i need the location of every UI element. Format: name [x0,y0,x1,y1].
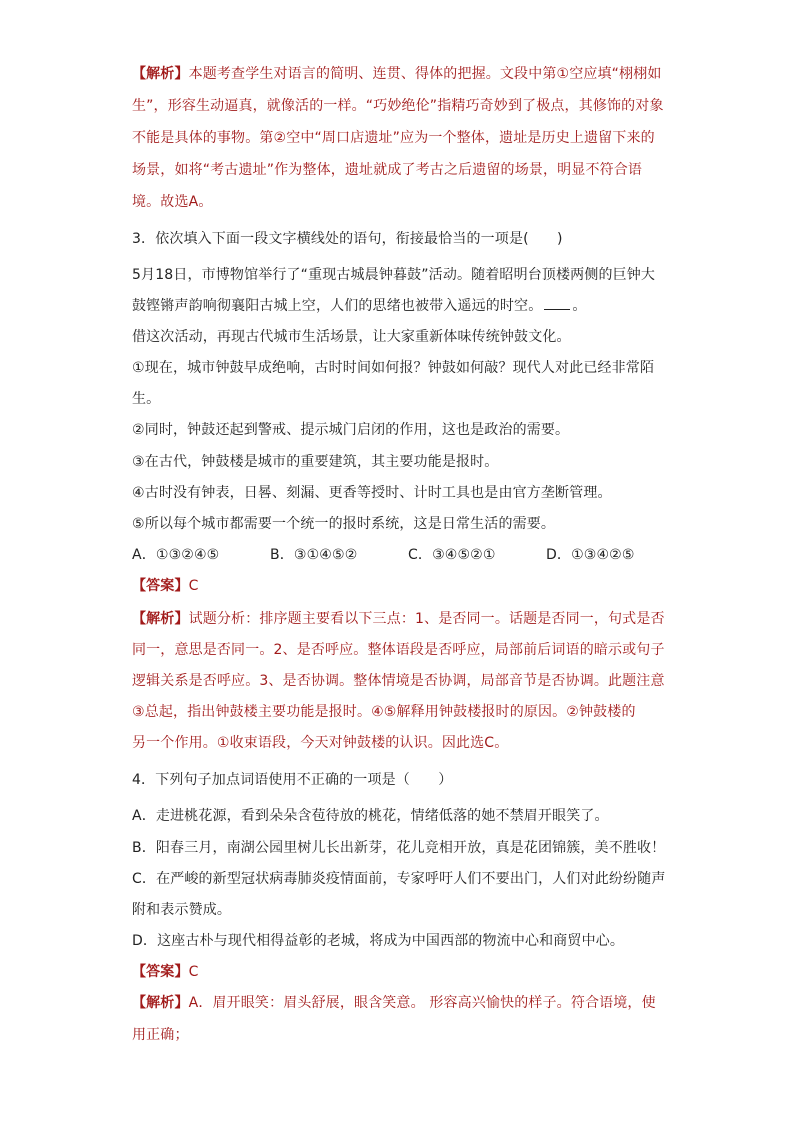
text-line [132,96,672,116]
text-line [132,389,672,409]
line-text: 试题分析：排序题主要看以下三点：1、是否同一。话题是否同一，句式是否 [188,611,665,627]
line-text: 逻辑关系是否呼应。3、是否协调。整体情境是否协调，局部音节是否协调。此题注意 [132,673,665,689]
line-text: C [188,964,199,980]
text-line [132,327,672,347]
text-line [132,900,672,920]
answer-value: C [188,578,199,594]
answer-tag: 【答案】 [132,578,189,594]
text-line [132,265,672,285]
section-tag: 【解析】 [132,995,189,1011]
line-text: 生”，形容生动逼真，就像活的一样。“巧妙绝伦”指精巧奇妙到了极点，其修饰的对象 [132,98,664,114]
option-item: A．①③②④⑤ [132,547,220,563]
text-line [132,770,672,790]
text-line [132,962,672,982]
text-line [132,420,672,440]
line-text: ②同时，钟鼓还起到警戒、提示城门启闭的作用，这也是政治的需要。 [132,422,570,438]
line-text: 鼓铿锵声韵响彻襄阳古城上空，人们的思绪也被带入遥远的时空。 [132,298,543,314]
text-line [132,806,672,826]
text-line [132,160,672,180]
text-line [132,931,672,951]
section-tag: 【答案】 [132,964,189,980]
answer-line [132,576,672,596]
text-line [132,640,672,660]
text-line [132,358,672,378]
line-text: 场景，如将“考古遗址”作为整体，遗址就成了考古之后遗留的场景，明显不符合语 [132,162,643,178]
option-item: B．③①④⑤② [270,547,358,563]
text-line [132,869,672,889]
text-line [132,702,672,722]
option-item: D．①③④②⑤ [546,547,635,563]
section-tag: 【解析】 [132,611,189,627]
line-text: C．在严峻的新型冠状病毒肺炎疫情面前，专家呼吁人们不要出门，人们对此纷纷随声 [132,871,666,887]
line-text: 5月18日，市博物馆举行了“重现古城晨钟暮鼓”活动。随着昭明台顶楼两侧的巨钟大 [132,267,656,283]
line-text: 同一，意思是否同一。2、是否呼应。整体语段是否呼应，局部前后词语的暗示或句子 [132,642,665,658]
line-text: 借这次活动，再现古代城市生活场景，让大家重新体味传统钟鼓文化。 [132,329,571,345]
option-item: C．③④⑤②① [408,547,496,563]
text-line [132,452,672,472]
line-text: 4．下列句子加点词语使用不正确的一项是（ ） [132,772,453,788]
line-text: ③在古代，钟鼓楼是城市的重要建筑，其主要功能是报时。 [132,454,499,470]
line-text: 生。 [132,391,161,407]
text-line [132,483,672,503]
text-line [132,229,672,249]
line-text: 境。故选A。 [132,194,213,210]
text-line [132,514,672,534]
line-text: ④古时没有钟表，日晷、刻漏、更香等授时、计时工具也是由官方垄断管理。 [132,485,612,501]
text-line [132,64,672,84]
text-line [132,838,672,858]
line-text: ③总起，指出钟鼓楼主要功能是报时。④⑤解释用钟鼓楼报时的原因。②钟鼓楼的 [132,704,636,720]
fill-blank [544,297,570,310]
line-text: A．眉开眼笑：眉头舒展，眼含笑意。 形容高兴愉快的样子。符合语境，使 [188,995,656,1011]
line-text: 附和表示赞成。 [132,902,232,918]
text-line [132,609,672,629]
line-text: 另一个作用。①收束语段，今天对钟鼓楼的认识。因此选C。 [132,735,509,751]
text-line [132,128,672,148]
line-text: 3．依次填入下面一段文字横线处的语句，衔接最恰当的一项是( ) [132,231,563,247]
line-text: D．这座古朴与现代相得益彰的老城，将成为中国西部的物流中心和商贸中心。 [132,933,625,949]
line-text: B．阳春三月，南湖公园里树儿长出新芽，花儿竞相开放，真是花团锦簇，美不胜收！ [132,840,666,856]
line-text: 不能是具体的事物。第②空中“周口店遗址”应为一个整体，遗址是历史上遗留下来的 [132,130,655,146]
line-text-after: 。 [572,298,587,314]
text-line [132,1025,672,1045]
text-line [132,733,672,753]
line-text: ⑤所以每个城市都需要一个统一的报时系统，这是日常生活的需要。 [132,516,556,532]
line-text: A．走进桃花源，看到朵朵含苞待放的桃花，情绪低落的她不禁眉开眼笑了。 [132,808,609,824]
line-text: 本题考查学生对语言的简明、连贯、得体的把握。文段中第①空应填“栩栩如 [188,66,662,82]
text-line [132,671,672,691]
line-text: ①现在，城市钟鼓早成绝响，古时时间如何报？钟鼓如何敲？现代人对此已经非常陌 [132,360,655,376]
line-text: 用正确； [132,1027,189,1043]
section-tag: 【解析】 [132,66,189,82]
text-line [132,296,672,316]
text-line [132,192,672,212]
text-line [132,993,672,1013]
